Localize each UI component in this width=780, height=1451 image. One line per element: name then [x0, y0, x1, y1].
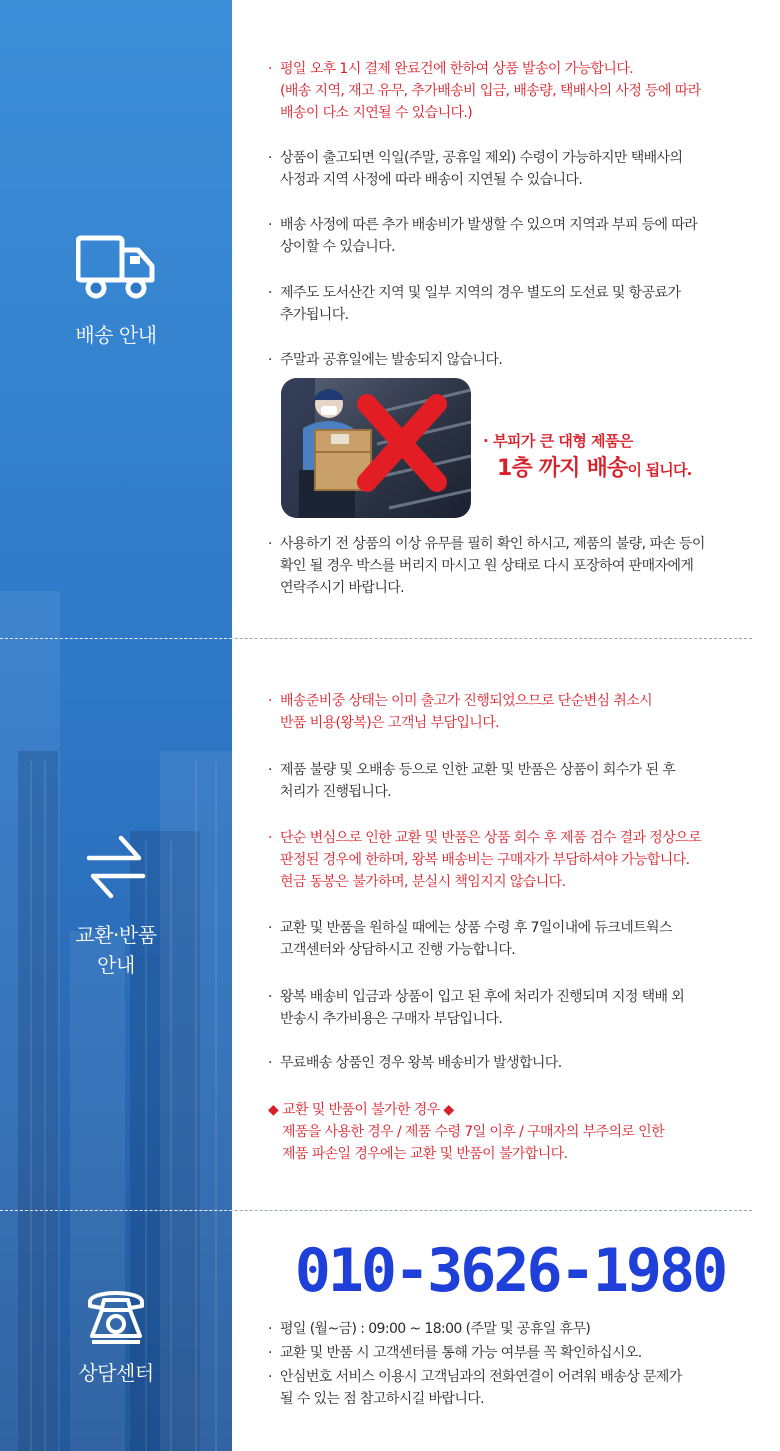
delivery-worker-photo: [281, 378, 471, 518]
no-stairs-image: [281, 378, 471, 518]
shipping-side-block: [0, 232, 232, 350]
exchange-item: · 교환 및 반품을 원하실 때에는 상품 수령 후 7일이내에 듀크네트웍스 고객센터와 상담하시고 진행 가능합니다.: [268, 917, 738, 961]
warning-body: 제품을 사용한 경우 / 제품 수령 7일 이후 / 구매자의 부주의로 인한 제품 파손일 경우에는 교환 및 반품이 불가합니다.: [282, 1124, 664, 1162]
notice-line1: 부피가 큰 대형 제품은: [492, 432, 634, 450]
contact-label: 상담센터: [78, 1361, 154, 1385]
truck-icon: [76, 232, 156, 300]
exchange-item-text: 제품 불량 및 오배송 등으로 인한 교환 및 반품은 상품이 회수가 된 후 처리가 진행됩니다.: [280, 762, 676, 800]
exchange-item-text: 배송준비중 상태는 이미 출고가 진행되었으므로 단순변심 취소시 반품 비용(왕복)은 고객님 부담입니다.: [280, 693, 653, 731]
notice-line2-small: 이 됩니다.: [627, 461, 692, 479]
large-item-notice: · 부피가 큰 대형 제품은 1층 까지 배송이 됩니다.: [483, 432, 692, 481]
exchange-arrows-icon: [81, 832, 151, 902]
shipping-item-text: 제주도 도서산간 지역 및 일부 지역의 경우 별도의 도선료 및 항공료가 추가됩니다.: [280, 285, 681, 323]
shipping-item: · 제주도 도서산간 지역 및 일부 지역의 경우 별도의 도선료 및 항공료가 추가됩니다.: [268, 282, 738, 326]
shipping-item-text: 평일 오후 1시 결제 완료건에 한하여 상품 발송이 가능합니다. (배송 지역, 재고 유무, 추가배송비 입금, 배송량, 택배사의 사정 등에 따라 배송이 다소 지연될 수 있습니다.): [280, 61, 701, 121]
shipping-item-text: 배송 사정에 따른 추가 배송비가 발생할 수 있으며 지역과 부피 등에 따라 상이할 수 있습니다.: [280, 217, 698, 255]
shipping-item: · 평일 오후 1시 결제 완료건에 한하여 상품 발송이 가능합니다. (배송 지역, 재고 유무, 추가배송비 입금, 배송량, 택배사의 사정 등에 따라 배송이 다소 지연될 수 있습니다.): [268, 58, 738, 124]
shipping-item-text: 상품이 출고되면 익일(주말, 공휴일 제외) 수령이 가능하지만 택배사의 사정과 지역 사정에 따라 배송이 지연될 수 있습니다.: [280, 150, 683, 188]
phone-number[interactable]: 010-3626-1980: [294, 1236, 726, 1306]
contact-item-text: 평일 (월~금) : 09:00 ~ 18:00 (주말 및 공휴일 휴무): [280, 1321, 591, 1337]
exchange-item-text: 단순 변심으로 인한 교환 및 반품은 상품 회수 후 제품 검수 결과 정상으로 판정된 경우에 한하며, 왕복 배송비는 구매자가 부담하셔야 가능합니다. 현금 동봉은 불가하며, 분실시 책임지지 않습니다.: [280, 830, 701, 890]
exchange-item-text: 교환 및 반품을 원하실 때에는 상품 수령 후 7일이내에 듀크네트웍스 고객센터와 상담하시고 진행 가능합니다.: [280, 920, 672, 958]
shipping-item: · 배송 사정에 따른 추가 배송비가 발생할 수 있으며 지역과 부피 등에 따라 상이할 수 있습니다.: [268, 214, 738, 258]
exchange-label-line1: 교환·반품: [75, 923, 157, 947]
shipping-item-text: 주말과 공휴일에는 발송되지 않습니다.: [280, 352, 503, 368]
contact-item-text: 안심번호 서비스 이용시 고객님과의 전화연결이 어려워 배송상 문제가 될 수 있는 점 참고하시길 바랍니다.: [280, 1369, 682, 1407]
telephone-icon: [84, 1284, 148, 1346]
exchange-item: · 무료배송 상품인 경우 왕복 배송비가 발생합니다.: [268, 1052, 738, 1074]
warning-title: ◆ 교환 및 반품이 불가한 경우 ◆: [268, 1102, 454, 1118]
contact-item: · 평일 (월~금) : 09:00 ~ 18:00 (주말 및 공휴일 휴무): [268, 1318, 738, 1340]
exchange-item-text: 무료배송 상품인 경우 왕복 배송비가 발생합니다.: [280, 1055, 562, 1071]
contact-item-text: 교환 및 반품 시 고객센터를 통해 가능 여부를 꼭 확인하십시오.: [280, 1345, 642, 1361]
shipping-item: · 주말과 공휴일에는 발송되지 않습니다.: [268, 349, 738, 371]
exchange-side-block: [0, 832, 232, 980]
exchange-item: · 단순 변심으로 인한 교환 및 반품은 상품 회수 후 제품 검수 결과 정상으로 판정된 경우에 한하며, 왕복 배송비는 구매자가 부담하셔야 가능합니다. 현금 동봉은 불가하며, 분실시 책임지지 않습니다.: [268, 827, 738, 893]
shipping-item: · 상품이 출고되면 익일(주말, 공휴일 제외) 수령이 가능하지만 택배사의 사정과 지역 사정에 따라 배송이 지연될 수 있습니다.: [268, 147, 738, 191]
shipping-label: 배송 안내: [75, 323, 157, 347]
exchange-item: · 배송준비중 상태는 이미 출고가 진행되었으므로 단순변심 취소시 반품 비용(왕복)은 고객님 부담입니다.: [268, 690, 738, 734]
exchange-item: · 제품 불량 및 오배송 등으로 인한 교환 및 반품은 상품이 회수가 된 후 처리가 진행됩니다.: [268, 759, 738, 803]
side-panel: [0, 0, 232, 1451]
shipping-item: · 사용하기 전 상품의 이상 유무를 필히 확인 하시고, 제품의 불량, 파손 등이 확인 될 경우 박스를 버리지 마시고 원 상태로 다시 포장하여 판매자에게 연락주시기 바랍니다.: [268, 533, 738, 599]
contact-side-block: [0, 1284, 232, 1388]
exchange-item-text: 왕복 배송비 입금과 상품이 입고 된 후에 처리가 진행되며 지정 택배 외 반송시 추가비용은 구매자 부담입니다.: [280, 989, 685, 1027]
contact-item: · 교환 및 반품 시 고객센터를 통해 가능 여부를 꼭 확인하십시오.: [268, 1342, 738, 1364]
exchange-item: · 왕복 배송비 입금과 상품이 입고 된 후에 처리가 진행되며 지정 택배 외 반송시 추가비용은 구매자 부담입니다.: [268, 986, 738, 1030]
shipping-item-text: 사용하기 전 상품의 이상 유무를 필히 확인 하시고, 제품의 불량, 파손 등이 확인 될 경우 박스를 버리지 마시고 원 상태로 다시 포장하여 판매자에게 연락주시기 바랍니다.: [280, 536, 705, 596]
notice-line2-big: 1층 까지 배송: [497, 456, 628, 481]
no-return-warning: [268, 1099, 738, 1165]
contact-item: · 안심번호 서비스 이용시 고객님과의 전화연결이 어려워 배송상 문제가 될 수 있는 점 참고하시길 바랍니다.: [268, 1366, 738, 1410]
exchange-label-line2: 안내: [97, 953, 135, 977]
